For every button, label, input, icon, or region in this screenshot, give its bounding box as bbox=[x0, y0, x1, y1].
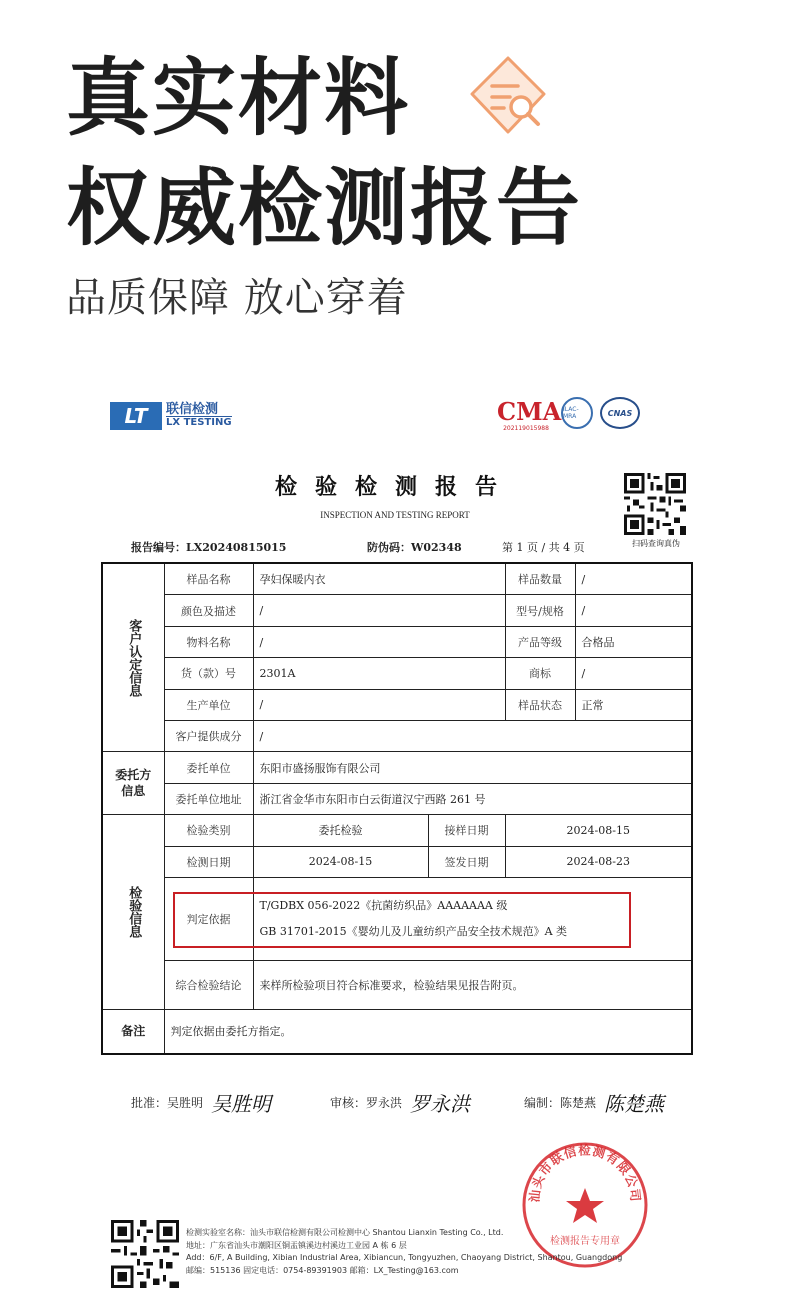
cell-label: 委托单位地址 bbox=[164, 783, 253, 814]
lx-logo-mark: LT bbox=[110, 402, 162, 430]
cell-label: 签发日期 bbox=[428, 846, 505, 877]
table-row bbox=[102, 752, 692, 783]
table-row bbox=[102, 961, 692, 1010]
cell-label: 生产单位 bbox=[164, 689, 253, 720]
cell-value: 合格品 bbox=[575, 626, 692, 657]
cma-logo bbox=[497, 397, 562, 432]
cell-value: 委托检验 bbox=[253, 815, 428, 846]
table-row bbox=[102, 658, 692, 689]
approve-signature bbox=[131, 1088, 271, 1117]
cell-value: 浙江省金华市东阳市白云街道汉宁西路 261 号 bbox=[253, 783, 692, 814]
cnas-logo: CNAS bbox=[600, 397, 640, 429]
approve-handwriting: 吴胜明 bbox=[211, 1092, 272, 1116]
report-title-en: INSPECTION AND TESTING REPORT bbox=[320, 510, 470, 520]
lx-logo-en: LX TESTING bbox=[166, 416, 232, 428]
qr-code-icon bbox=[624, 473, 686, 535]
review-signature bbox=[330, 1088, 470, 1117]
table-row bbox=[102, 721, 692, 752]
highlight-box bbox=[173, 892, 631, 948]
cell-label: 颜色及描述 bbox=[164, 595, 253, 626]
cell-label: 货（款）号 bbox=[164, 658, 253, 689]
cell-label: 接样日期 bbox=[428, 815, 505, 846]
cell-label: 委托单位 bbox=[164, 752, 253, 783]
cell-label: 客户提供成分 bbox=[164, 721, 253, 752]
seal-bottom-text: 检测报告专用章 bbox=[550, 1236, 620, 1247]
footer-line: 邮编：515136 固定电话：0754-89391903 邮箱：LX_Testing@163.com bbox=[186, 1265, 459, 1275]
cma-number: 202119015988 bbox=[503, 425, 549, 432]
cell-value: 正常 bbox=[575, 689, 692, 720]
cell-label: 检验类别 bbox=[164, 815, 253, 846]
section-customer-info: 客户认定信息 bbox=[102, 563, 164, 752]
report-number: 报告编号：LX20240815015 bbox=[131, 541, 287, 554]
table-row bbox=[102, 563, 692, 595]
cell-value: 东阳市盛扬服饰有限公司 bbox=[253, 752, 692, 783]
cell-value: 2024-08-15 bbox=[253, 846, 428, 877]
qr-code-icon bbox=[111, 1220, 179, 1288]
cell-label: 检测日期 bbox=[164, 846, 253, 877]
cell-label: 判定依据 bbox=[164, 878, 253, 961]
table-row bbox=[102, 783, 692, 814]
cell-label: 商标 bbox=[505, 658, 575, 689]
cell-value: / bbox=[253, 595, 505, 626]
hero-subtitle: 品质保障 放心穿着 bbox=[66, 275, 408, 321]
approve-label: 批准：吴胜明 bbox=[131, 1096, 204, 1110]
table-row bbox=[102, 846, 692, 877]
cell-value: 2301A bbox=[253, 658, 505, 689]
report-title: 检验检测报告 bbox=[274, 474, 515, 500]
cell-value: / bbox=[575, 658, 692, 689]
cell-label: 样品名称 bbox=[164, 563, 253, 595]
cell-label: 样品数量 bbox=[505, 563, 575, 595]
anti-fake-code: 防伪码：W02348 bbox=[367, 541, 462, 554]
basis-standard-2: GB 31701-2015《婴幼儿及儿童纺织产品安全技术规范》A 类 bbox=[259, 925, 568, 939]
cell-label: 物料名称 bbox=[164, 626, 253, 657]
cell-value: 判定依据由委托方指定。 bbox=[164, 1009, 692, 1054]
basis-standard-1: T/GDBX 056-2022《抗菌纺织品》AAAAAAA 级 bbox=[259, 899, 508, 913]
table-row bbox=[102, 689, 692, 720]
section-client-info: 委托方信息 bbox=[102, 752, 164, 815]
qr-verify-label: 扫码查询真伪 bbox=[632, 539, 680, 548]
review-handwriting: 罗永洪 bbox=[410, 1092, 471, 1116]
edit-signature bbox=[524, 1088, 664, 1117]
edit-label: 编制：陈楚燕 bbox=[524, 1096, 597, 1110]
cell-value: / bbox=[253, 689, 505, 720]
footer-info bbox=[186, 1227, 622, 1277]
cell-value: / bbox=[575, 595, 692, 626]
hero-title-line1: 真实材料 bbox=[66, 49, 411, 147]
ilac-mra-logo: ILAC-MRA bbox=[561, 397, 593, 429]
cell-value: 2024-08-23 bbox=[505, 846, 692, 877]
table-row bbox=[102, 1009, 692, 1054]
footer-line: 检测实验室名称：汕头市联信检测有限公司检测中心 Shantou Lianxin Testing Co., Ltd. bbox=[186, 1228, 504, 1237]
table-row bbox=[102, 626, 692, 657]
cell-value: 来样所检验项目符合标准要求，检验结果见报告附页。 bbox=[253, 961, 692, 1010]
cell-label: 样品状态 bbox=[505, 689, 575, 720]
report-table bbox=[101, 562, 693, 1055]
hero-title-line2: 权威检测报告 bbox=[66, 159, 583, 257]
section-remark: 备注 bbox=[102, 1009, 164, 1054]
cma-mark: CMA bbox=[497, 397, 562, 426]
seal-company-name: 汕头市联信检测有限公司 bbox=[526, 1142, 644, 1204]
section-inspection-info: 检验信息 bbox=[102, 815, 164, 1010]
cell-value: / bbox=[575, 563, 692, 595]
cell-value: 孕妇保暖内衣 bbox=[253, 563, 505, 595]
cell-value: 2024-08-15 bbox=[505, 815, 692, 846]
cell-label: 产品等级 bbox=[505, 626, 575, 657]
document-search-icon bbox=[466, 54, 550, 138]
cell-label: 综合检验结论 bbox=[164, 961, 253, 1010]
edit-handwriting: 陈楚燕 bbox=[604, 1092, 665, 1116]
table-row bbox=[102, 595, 692, 626]
cell-value: / bbox=[253, 721, 692, 752]
footer-line: 地址：广东省汕头市潮阳区铜盂镇溪边村溪边工业园 A 栋 6 层 bbox=[186, 1240, 407, 1250]
lx-testing-logo bbox=[110, 401, 232, 431]
lx-logo-cn: 联信检测 bbox=[166, 401, 219, 417]
footer-line: Add：6/F, A Building, Xibian Industrial Area, Xibiancun, Tongyuzhen, Chaoyang District, Shantou, Guangdong bbox=[186, 1253, 623, 1263]
cell-value: / bbox=[253, 626, 505, 657]
page-indicator: 第 1 页 / 共 4 页 bbox=[502, 541, 585, 554]
review-label: 审核：罗永洪 bbox=[330, 1096, 403, 1110]
table-row bbox=[102, 815, 692, 846]
cell-label: 型号/规格 bbox=[505, 595, 575, 626]
